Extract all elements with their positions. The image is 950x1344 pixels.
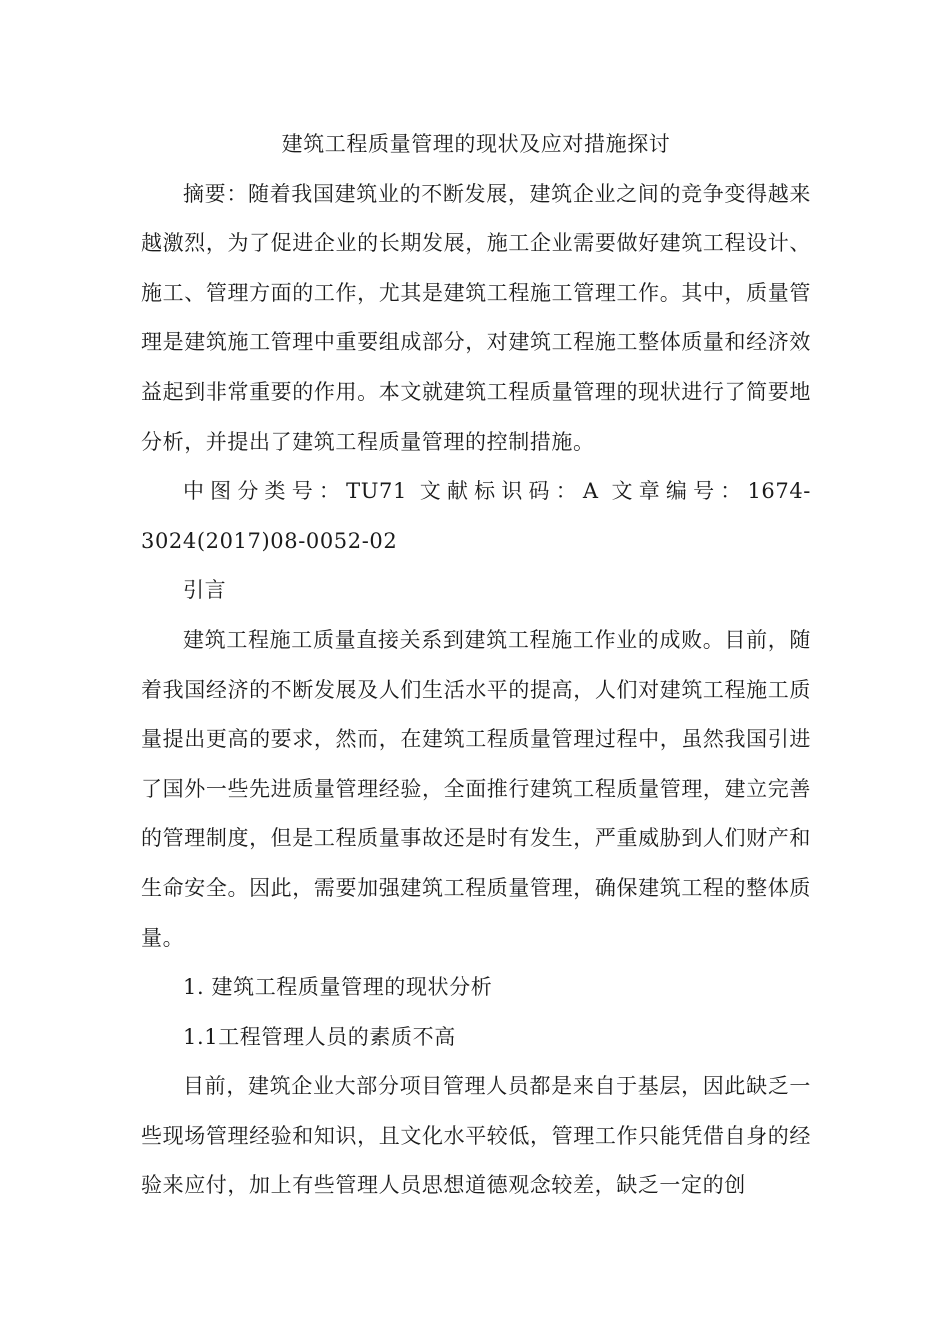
section-1-heading: 1. 建筑工程质量管理的现状分析 [183, 975, 493, 1000]
document-title: 建筑工程质量管理的现状及应对措施探讨 [281, 132, 671, 156]
document-body [141, 120, 811, 1211]
abstract-paragraph: 摘要：随着我国建筑业的不断发展，建筑企业之间的竞争变得越来越激烈，为了促进企业的长期发展，施工企业需要做好建筑工程设计、施工、管理方面的工作，尤其是建筑工程施工管理工作。其中，质量管理是建筑施工管理中重要组成部分，对建筑工程施工整体质量和经济效益起到非常重要的作用。本文就建筑工程质量管理的现状进行了简要地分析，并提出了建筑工程质量管理的控制措施。 [141, 181, 811, 454]
intro-paragraph: 建筑工程施工质量直接关系到建筑工程施工作业的成败。目前，随着我国经济的不断发展及人们生活水平的提高，人们对建筑工程施工质量提出更高的要求，然而，在建筑工程质量管理过程中，虽然我国引进了国外一些先进质量管理经验，全面推行建筑工程质量管理，建立完善的管理制度，但是工程质量事故还是时有发生，严重威胁到人们财产和生命安全。因此，需要加强建筑工程质量管理，确保建筑工程的整体质量。 [141, 627, 811, 950]
intro-heading: 引言 [183, 578, 227, 603]
classification-line: 中图分类号：TU71 文献标识码：A 文章编号：1674-3024(2017)08-0052-02 [141, 479, 811, 553]
section-1-1-paragraph: 目前，建筑企业大部分项目管理人员都是来自于基层，因此缺乏一些现场管理经验和知识，且文化水平较低，管理工作只能凭借自身的经验来应付，加上有些管理人员思想道德观念较差，缺乏一定的创 [141, 1074, 811, 1198]
section-1-1-heading: 1.1工程管理人员的素质不高 [183, 1024, 456, 1049]
